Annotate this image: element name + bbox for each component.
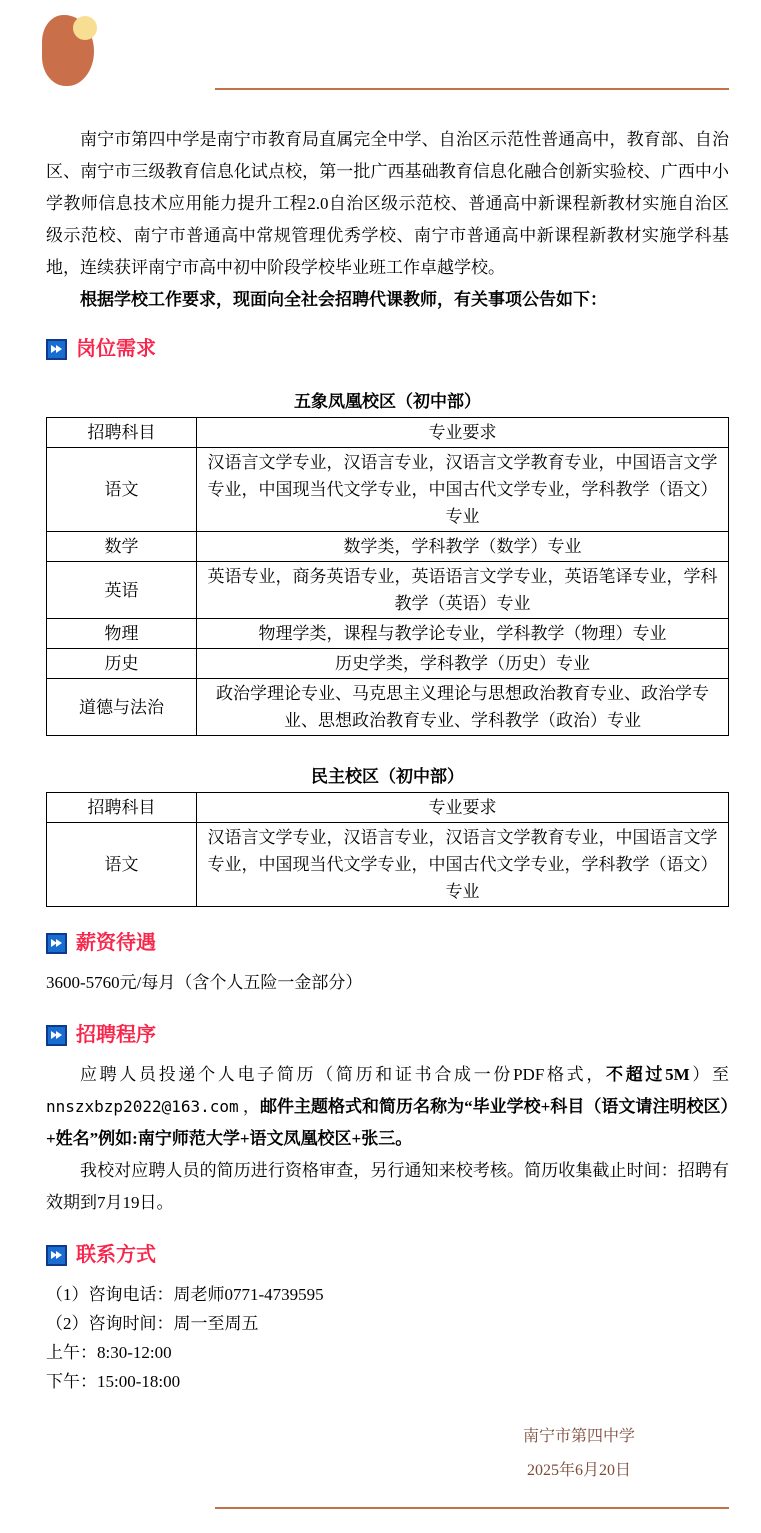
fast-forward-icon bbox=[46, 1245, 67, 1266]
requirement-cell: 历史学类，学科教学（历史）专业 bbox=[197, 649, 729, 679]
contact-line: 上午：8:30-12:00 bbox=[46, 1343, 172, 1362]
subject-cell: 英语 bbox=[47, 562, 197, 619]
table-row bbox=[47, 532, 729, 562]
campus-table-title-minzhu: 民主校区（初中部） bbox=[311, 767, 464, 786]
recruitment-table-phoenix bbox=[46, 417, 729, 736]
application-email: nnszxbzp2022@163.com bbox=[46, 1097, 239, 1116]
section-heading-procedure bbox=[46, 1023, 729, 1047]
requirement-cell: 汉语言文学专业，汉语言专业，汉语言文学教育专业，中国语言文学专业，中国现当代文学专业，中国古代文学专业，学科教学（语文）专业 bbox=[197, 823, 729, 907]
fast-forward-icon bbox=[46, 933, 67, 954]
requirement-cell: 数学类，学科教学（数学）专业 bbox=[197, 532, 729, 562]
subject-cell: 物理 bbox=[47, 619, 197, 649]
section-heading-contact bbox=[46, 1243, 729, 1267]
salary-text: 3600-5760元/每月（含个人五险一金部分） bbox=[46, 973, 363, 992]
contact-line: （1）咨询电话：周老师0771-4739595 bbox=[46, 1285, 324, 1304]
requirement-cell: 政治学理论专业、马克思主义理论与思想政治教育专业、政治学专业、思想政治教育专业、学科教学（政治）专业 bbox=[197, 679, 729, 736]
page-header bbox=[0, 0, 761, 105]
campus-table-title-phoenix: 五象凤凰校区（初中部） bbox=[294, 392, 481, 411]
table-row bbox=[47, 823, 729, 907]
column-header: 招聘科目 bbox=[47, 793, 197, 823]
logo-dot-shape bbox=[73, 16, 97, 40]
procedure-paragraph-2: 我校对应聘人员的简历进行资格审查，另行通知来校考核。简历收集截止时间：招聘有效期到7月19日。 bbox=[46, 1161, 729, 1212]
document-body bbox=[0, 124, 761, 1488]
procedure-paragraph-1 bbox=[46, 1059, 729, 1155]
subject-cell: 语文 bbox=[47, 448, 197, 532]
signature-org: 南宁市第四中学 bbox=[522, 1428, 635, 1445]
table-header-row bbox=[47, 793, 729, 823]
email-subject-emphasis: 邮件主题格式和简历名称为“毕业学校+科目（语文请注明校区）+姓名”例如:南宁师范大学+语文凤凰校区+张三。 bbox=[46, 1097, 730, 1148]
table-row bbox=[47, 619, 729, 649]
section-title: 岗位需求 bbox=[76, 338, 156, 360]
intro-paragraph: 南宁市第四中学是南宁市教育局直属完全中学、自治区示范性普通高中，教育部、自治区、南宁市三级教育信息化试点校，第一批广西基础教育信息化融合创新实验校、广西中小学教师信息技术应用能力提升工程2.0自治区级示范校、普通高中新课程新教材实施自治区级示范校、南宁市普通高中常规管理优秀学校、南宁市普通高中新课程新教材实施学科基地，连续获评南宁市高中初中阶段学校毕业班工作卓越学校。 bbox=[46, 130, 729, 277]
section-title: 招聘程序 bbox=[76, 1024, 156, 1046]
table-row bbox=[47, 448, 729, 532]
section-title: 薪资待遇 bbox=[76, 932, 156, 954]
section-heading-jobs bbox=[46, 337, 729, 361]
table-row bbox=[47, 562, 729, 619]
signature-date: 2025年6月20日 bbox=[526, 1462, 631, 1479]
procedure-text: ， bbox=[238, 1097, 260, 1116]
signature-block bbox=[472, 1420, 686, 1488]
section-title: 联系方式 bbox=[76, 1244, 156, 1266]
requirement-cell: 汉语言文学专业，汉语言专业，汉语言文学教育专业，中国语言文学专业，中国现当代文学专业，中国古代文学专业，学科教学（语文）专业 bbox=[197, 448, 729, 532]
section-heading-salary bbox=[46, 931, 729, 955]
requirement-cell: 物理学类，课程与教学论专业，学科教学（物理）专业 bbox=[197, 619, 729, 649]
intro-lead-paragraph: 根据学校工作要求，现面向全社会招聘代课教师，有关事项公告如下： bbox=[80, 290, 607, 309]
school-logo bbox=[42, 14, 98, 86]
header-divider bbox=[215, 88, 729, 90]
recruitment-table-minzhu bbox=[46, 792, 729, 907]
procedure-text: ）至 bbox=[689, 1065, 730, 1084]
table-row bbox=[47, 679, 729, 736]
contact-line: 下午：15:00-18:00 bbox=[46, 1372, 181, 1391]
subject-cell: 历史 bbox=[47, 649, 197, 679]
fast-forward-icon bbox=[46, 339, 67, 360]
procedure-text: 应聘人员投递个人电子简历（简历和证书合成一份PDF格式， bbox=[80, 1065, 607, 1084]
column-header: 专业要求 bbox=[197, 793, 729, 823]
subject-cell: 数学 bbox=[47, 532, 197, 562]
column-header: 专业要求 bbox=[197, 418, 729, 448]
table-row bbox=[47, 649, 729, 679]
size-limit-emphasis: 不超过5M bbox=[606, 1065, 690, 1084]
contact-list bbox=[46, 1280, 729, 1396]
column-header: 招聘科目 bbox=[47, 418, 197, 448]
fast-forward-icon bbox=[46, 1025, 67, 1046]
contact-line: （2）咨询时间：周一至周五 bbox=[46, 1314, 259, 1333]
subject-cell: 道德与法治 bbox=[47, 679, 197, 736]
table-header-row bbox=[47, 418, 729, 448]
footer-divider bbox=[215, 1507, 729, 1509]
subject-cell: 语文 bbox=[47, 823, 197, 907]
requirement-cell: 英语专业，商务英语专业，英语语言文学专业，英语笔译专业，学科教学（英语）专业 bbox=[197, 562, 729, 619]
